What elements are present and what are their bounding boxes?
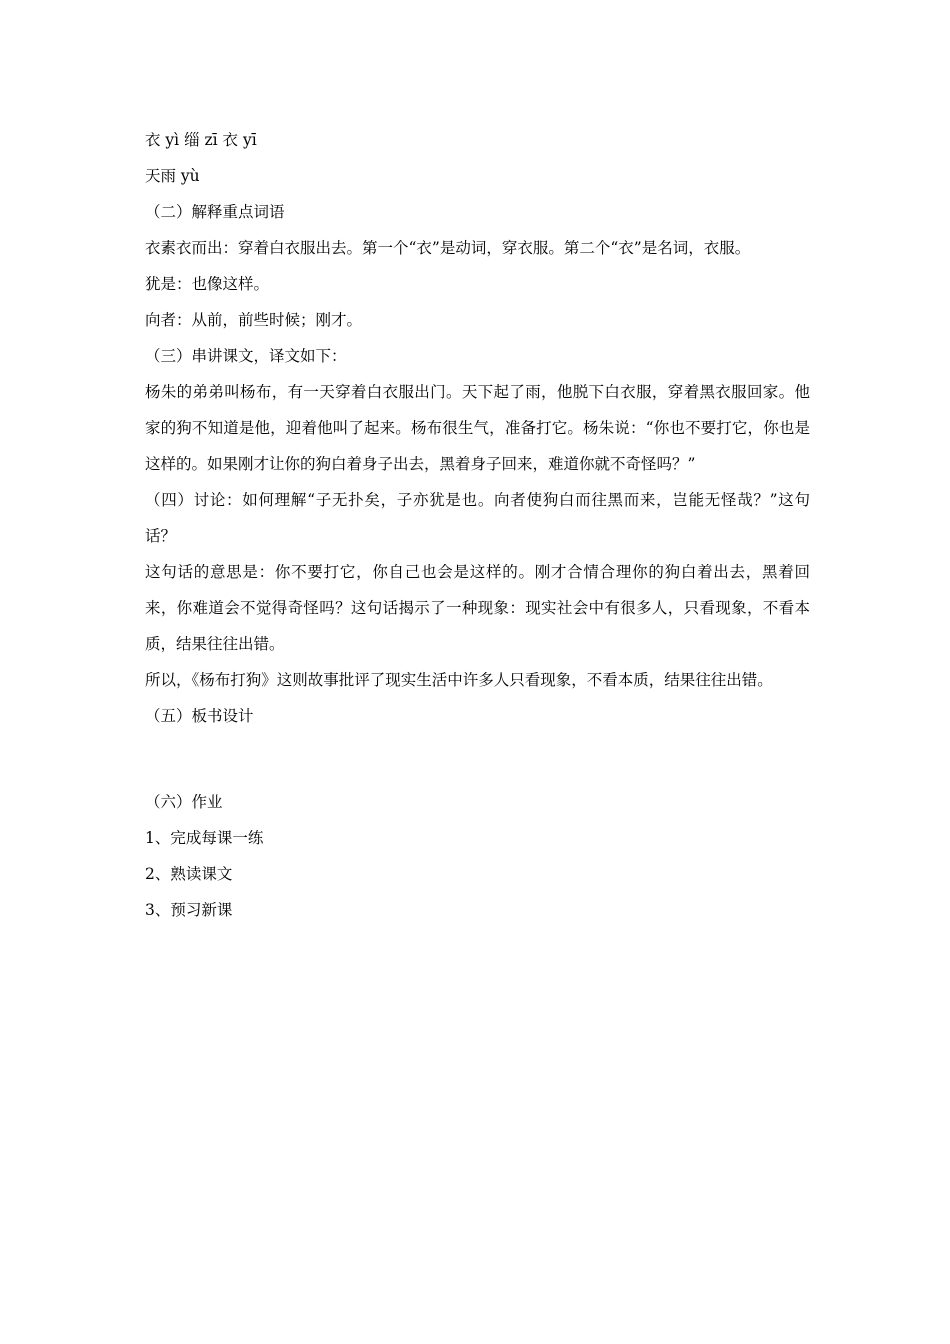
definition-item: 衣素衣而出：穿着白衣服出去。第一个“衣”是动词，穿衣服。第二个“衣”是名词，衣服。: [145, 239, 751, 257]
homework-item: 3、预习新课: [145, 901, 233, 919]
definition-item: 犹是：也像这样。: [145, 275, 270, 293]
section-heading: （二）解释重点词语: [145, 203, 285, 221]
blackboard-design-space: [145, 734, 810, 784]
section-heading: （六）作业: [145, 793, 223, 811]
discussion-answer: 这句话的意思是：你不要打它，你自己也会是这样的。刚才合情合理你的狗白着出去，黑着回来，你难道会不觉得奇怪吗？这句话揭示了一种现象：现实社会中有很多人，只看现象，不看本质，结果往往出错。: [145, 563, 810, 653]
translation-paragraph: 杨朱的弟弟叫杨布，有一天穿着白衣服出门。天下起了雨，他脱下白衣服，穿着黑衣服回家。他家的狗不知道是他，迎着他叫了起来。杨布很生气，准备打它。杨朱说：“你也不要打它，你也是这样的。如果刚才让你的狗白着身子出去，黑着身子回来，难道你就不奇怪吗？”: [145, 383, 810, 473]
pinyin-line: 天雨 yù: [145, 167, 200, 185]
section-heading: （三）串讲课文，译文如下：: [145, 347, 347, 365]
pinyin-line: 衣 yì 缁 zī 衣 yī: [145, 131, 257, 149]
section-heading: （五）板书设计: [145, 707, 254, 725]
homework-item: 1、完成每课一练: [145, 829, 264, 847]
discussion-conclusion: 所以，《杨布打狗》这则故事批评了现实生活中许多人只看现象，不看本质，结果往往出错。: [145, 671, 773, 689]
section-heading: （四）讨论：如何理解“子无扑矣，子亦犹是也。向者使狗白而往黑而来，岂能无怪哉？”这句话？: [145, 491, 810, 545]
document-body: [145, 122, 810, 928]
homework-item: 2、熟读课文: [145, 865, 233, 883]
definition-item: 向者：从前，前些时候；刚才。: [145, 311, 363, 329]
